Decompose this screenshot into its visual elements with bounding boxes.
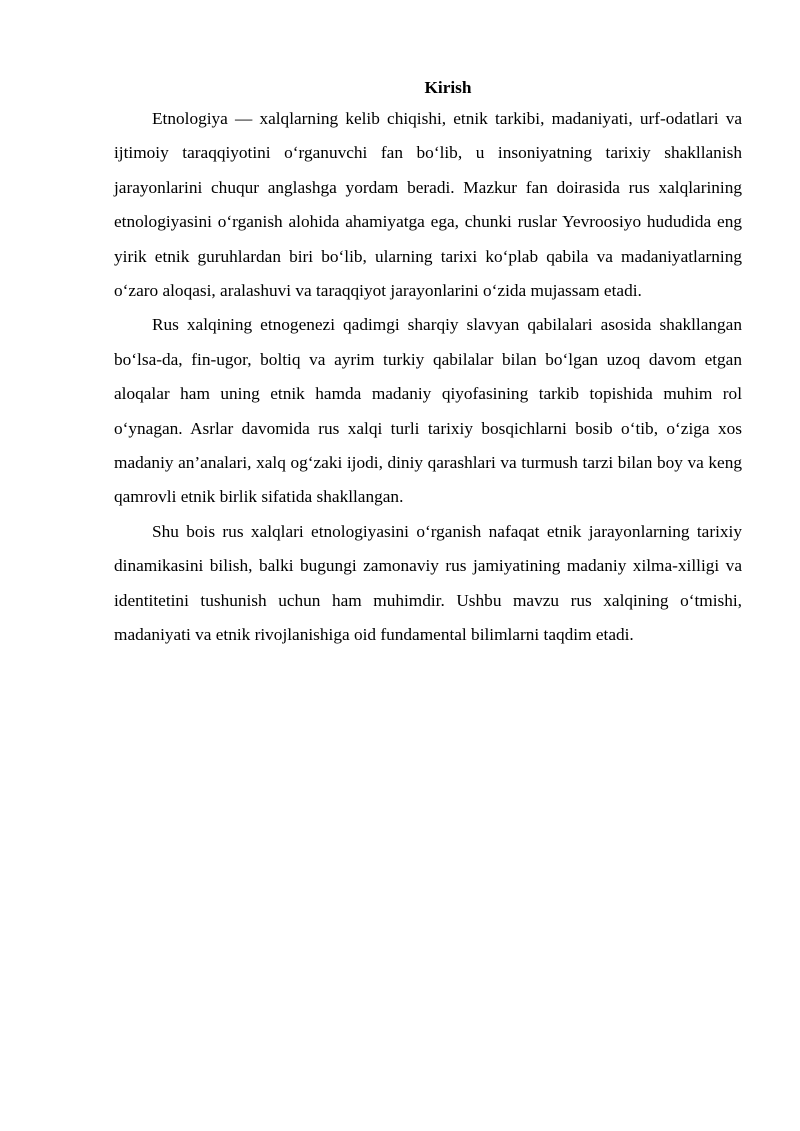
paragraph-2: Rus xalqining etnogenezi qadimgi sharqiy slavyan qabilalari asosida shakllangan bo‘lsa-da, fin-ugor, boltiq va ayrim turkiy qabilalar bilan bo‘lgan uzoq davom etgan aloqalar ham uning etnik hamda madaniy qiyofasining tarkib topishida muhim rol o‘ynagan. Asrlar davomida rus xalqi turli tarixiy bosqichlarni bosib o‘tib, o‘ziga xos madaniy an’analari, xalq og‘zaki ijodi, diniy qarashlari va turmush tarzi bilan boy va keng qamrovli etnik birlik sifatida shakllangan. (114, 315, 742, 507)
document-body (114, 74, 742, 653)
page-title: Kirish (424, 78, 472, 97)
paragraph-1: Etnologiya — xalqlarning kelib chiqishi, etnik tarkibi, madaniyati, urf-odatlari va ijtimoiy taraqqiyotini o‘rganuvchi fan bo‘lib, u insoniyatning tarixiy shakllanish jarayonlarini chuqur anglashga yordam beradi. Mazkur fan doirasida rus xalqlarining etnologiyasini o‘rganish alohida ahamiyatga ega, chunki ruslar Yevroosiyo hududida eng yirik etnik guruhlardan biri bo‘lib, ularning tarixi ko‘plab qabila va madaniyatlarning o‘zaro aloqasi, aralashuvi va taraqqiyot jarayonlarini o‘zida mujassam etadi. (114, 109, 742, 301)
paragraph-3: Shu bois rus xalqlari etnologiyasini o‘rganish nafaqat etnik jarayonlarning tarixiy dinamikasini bilish, balki bugungi zamonaviy rus jamiyatining madaniy xilma-xilligi va identitetini tushunish uchun ham muhimdir. Ushbu mavzu rus xalqining o‘tmishi, madaniyati va etnik rivojlanishiga oid fundamental bilimlarni taqdim etadi. (114, 521, 742, 645)
